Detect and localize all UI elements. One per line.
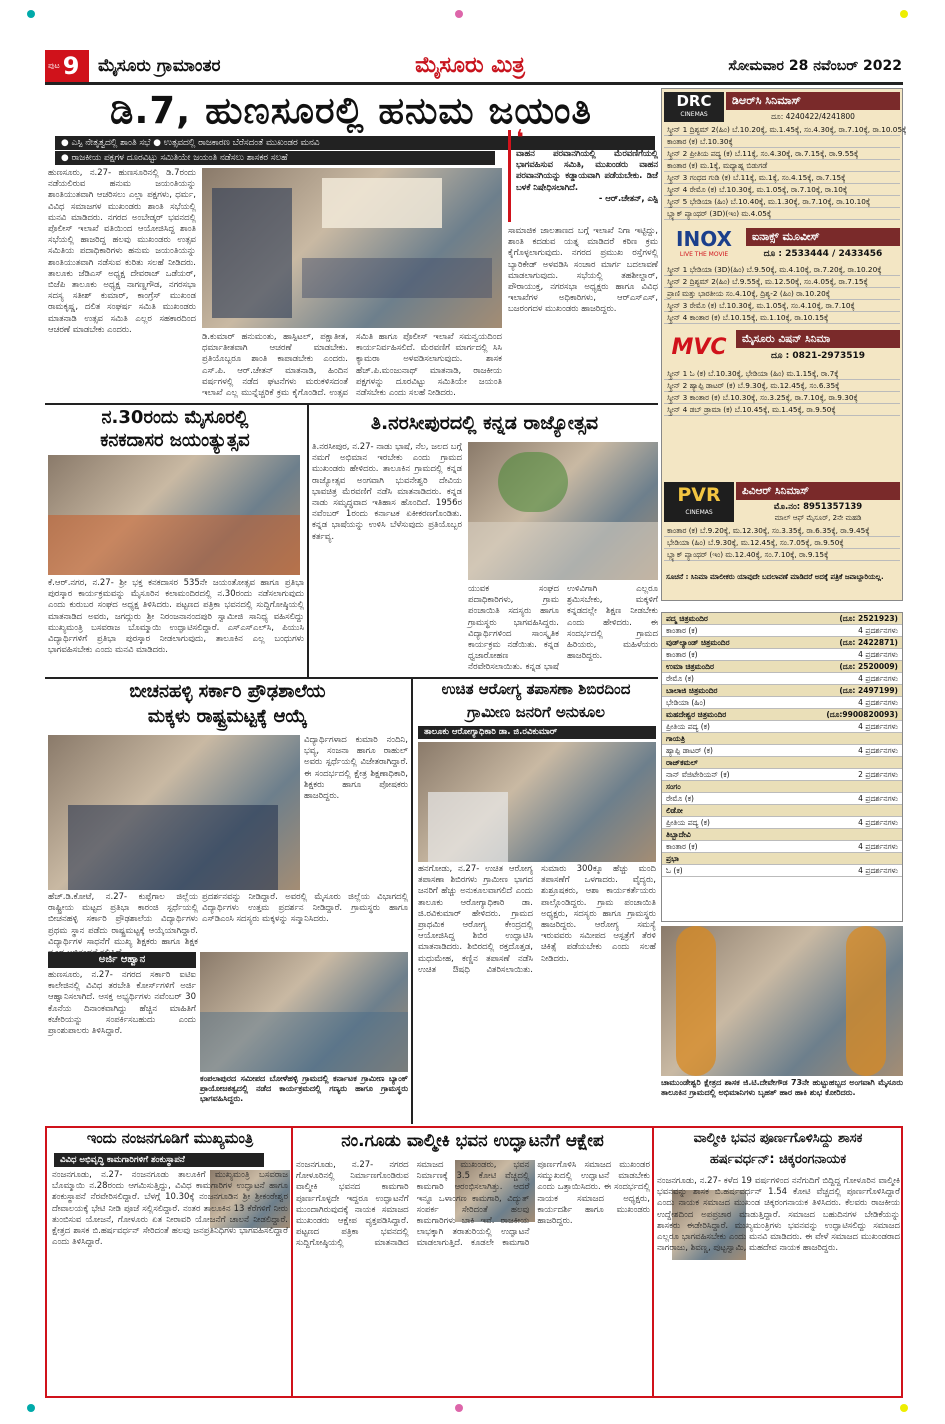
theatre-phone: (ದೂ:9900820093) xyxy=(826,710,898,719)
theatre-name-row xyxy=(662,829,902,841)
beechana-headline-2: ಮಕ್ಕಳು ರಾಷ್ಟ್ರಮಟ್ಟಕ್ಕೆ ಆಯ್ಕೆ xyxy=(147,706,308,727)
valmiki-mla-body: ನಂಜನಗೂಡು, ನ.27- ಕಳೆದ 19 ವರ್ಷಗಳಿಂದ ನನೆಗುದಿಗೆ ಬಿದ್ದಿದ್ದ ಗೋಳೂರಿನ ವಾಲ್ಮೀಕಿ ಭವನವನ್ನು ಶಾಸಕ ಬಿ.ಹರ್ಷವರ್ಧನ್ 1.54 ಕೋಟಿ ವೆಚ್ಚದಲ್ಲಿ ಪೂರ್ಣಗೊಳಿಸಿದ್ದಾರೆ ಎಂದು ನಾಯಕ ಸಮಾಜದ ಮುಖಂಡ ಚಿಕ್ಕರಂಗನಾಯಕ ತಿಳಿಸಿದರು. ಕೆಲವರು ರಾಜಕೀಯ ಉದ್ದೇಶದಿಂದ ಅಪಪ್ರಚಾರ ಮಾಡುತ್ತಿದ್ದಾರೆ. ಸಮಾಜದ ಬಹುದಿನಗಳ ಬೇಡಿಕೆಯನ್ನು ಶಾಸಕರು ಈಡೇರಿಸಿದ್ದಾರೆ. ಮುಖ್ಯಮಂತ್ರಿಗಳು ಭವನವನ್ನು ಉದ್ಘಾಟಿಸಲಿದ್ದು ಸಮಾಜದ ಎಲ್ಲರೂ ಭಾಗವಹಿಸಬೇಕು ಎಂದು ಮನವಿ ಮಾಡಿದರು. ಈ ವೇಳೆ ಸಮಾಜದ ಮುಖಂಡರಾದ ನಾಗರಾಜು, ಶಿವಣ್ಣ, ಪುಟ್ಟಸ್ವಾಮಿ, ಮಹದೇವ ನಾಯಕ ಹಾಜರಿದ್ದರು. xyxy=(657,1176,900,1254)
showtime-row: ಸ್ಕ್ರೀನ್ 5 ಭೇಡಿಯಾ (ಹಿಂ) ಬೆ.10.40ಕ್ಕೆ, ಮ.1.30ಕ್ಕೆ, ರಾ.7.10ಕ್ಕೆ, ರಾ.10.10ಕ್ಕೆ xyxy=(664,196,900,208)
theatre-shows: 4 ಪ್ರದರ್ಶನಗಳು xyxy=(858,626,898,635)
theatre-shows: 4 ಪ್ರದರ್ಶನಗಳು xyxy=(858,818,898,827)
inox-logo xyxy=(664,228,744,262)
tnp-body-1: ತಿ.ನರಸೀಪುರ, ನ.27- ನಾಡು ಭಾಷೆ, ನೆಲ, ಜಲದ ಬಗ್ಗೆ ನಮಗೆ ಅಭಿಮಾನ ಇರಬೇಕು ಎಂದು ಗ್ರಾಮದ ಮುಖಂಡರು ಹೇಳಿದರು. ತಾಲೂಕಿನ ಗ್ರಾಮದಲ್ಲಿ ಕನ್ನಡ ರಾಜ್ಯೋತ್ಸವ ಅಂಗವಾಗಿ ಭುವನೇಶ್ವರಿ ದೇವಿಯ ಭಾವಚಿತ್ರ ಮೆರವಣಿಗೆ ನಡೆಸಿ ಮಾತನಾಡಿದರು. ಕನ್ನಡ ನಾಡು ಸಮೃದ್ಧವಾದ ಇತಿಹಾಸ ಹೊಂದಿದೆ. 1956ರ ನವೆಂಬರ್ 1ರಂದು ಕರ್ನಾಟಕ ಏಕೀಕರಣಗೊಂಡಿತು. ಕನ್ನಡ ಭಾಷೆಯನ್ನು ಉಳಿಸಿ ಬೆಳೆಸುವುದು ಪ್ರತಿಯೊಬ್ಬರ ಕರ್ತವ್ಯ. xyxy=(312,442,462,542)
group-photo xyxy=(200,952,408,1072)
valmiki-mla-headline-1: ವಾಲ್ಮೀಕಿ ಭವನ ಪೂರ್ಣಗೊಳಿಸಿದ್ದು ಶಾಸಕ xyxy=(693,1131,863,1146)
theatre-name: ಪ್ರಭಾ xyxy=(666,854,679,863)
theatre-shows: 4 ಪ್ರದರ್ಶನಗಳು xyxy=(858,674,898,683)
theatre-name: ಪದ್ಮ ಚಿತ್ರಮಂದಿರ xyxy=(666,614,708,623)
lead-bullets-1: ● ಎಸ್ಪಿ ನೇತೃತ್ವದಲ್ಲಿ ಶಾಂತಿ ಸಭೆ ● ಉತ್ಸವದಲ್ಲಿ ರಾಜಕಾರಣ ಬೆರೆಸದಂತೆ ಮುಖಂಡರ ಮನವಿ xyxy=(55,136,655,150)
showtime-row: ಸ್ಕ್ರೀನ್ 4 ರೇಮೊ (ಕ) ಬೆ.10.30ಕ್ಕೆ, ಮ.1.05ಕ್ಕೆ, ರಾ.7.10ಕ್ಕೆ, ರಾ.10ಕ್ಕೆ xyxy=(664,184,900,196)
cm-headline: ಇಂದು ನಂಜನಗೂಡಿಗೆ ಮುಖ್ಯಮಂತ್ರಿ xyxy=(86,1131,254,1147)
theatre-shows: 4 ಪ್ರದರ್ಶನಗಳು xyxy=(858,746,898,755)
inox-name: ಐನಾಕ್ಸ್ ಮೂವೀಸ್ xyxy=(746,228,900,246)
inox-showtimes xyxy=(664,264,900,326)
theatre-name-row xyxy=(662,757,902,769)
theatre-film: ಪ್ರೀತಿಯ ಪದ್ಯ (ಕ) xyxy=(666,722,710,731)
theatre-shows: 4 ಪ್ರದರ್ಶನಗಳು xyxy=(858,650,898,659)
theatre-name-row xyxy=(662,685,902,697)
page-number-box xyxy=(45,50,89,82)
lead-headline: ಡಿ.7, ಹುಣಸೂರಲ್ಲಿ ಹನುಮ ಜಯಂತಿ xyxy=(110,89,592,132)
beechana-body-2: ಪ್ರದರ್ಶನವನ್ನು ನೀಡಿದ್ದಾರೆ. ಅವರಲ್ಲಿ ಮೈಸೂರು ಜಿಲ್ಲೆಯ ವಿಭಾಗದಲ್ಲಿ ವಿದ್ಯಾರ್ಥಿಗಳು ಉತ್ತಮ ಪ್ರದರ್ಶನ ನೀಡಿದ್ದಾರೆ. ಗ್ರಾಮಸ್ಥರು ಹಾಗೂ ಎಸ್‌ಡಿಎಂಸಿ ಸದಸ್ಯರು ಮಕ್ಕಳನ್ನು ಸನ್ಮಾನಿಸಿದರು. xyxy=(202,892,408,925)
health-body xyxy=(418,864,656,1122)
showtime-row: ಭೇಡಿಯಾ (ಹಿಂ) ಬೆ.9.30ಕ್ಕೆ, ಮ.12.45ಕ್ಕೆ, ಸಂ.7.05ಕ್ಕೆ, ರಾ.9.50ಕ್ಕೆ xyxy=(664,537,900,549)
valmiki-objection-body: ನಂಜನಗೂಡು, ನ.27- ನಗರದ ಗೋಳೂರಿನಲ್ಲಿ ನಿರ್ಮಾಣಗೊಂಡಿರುವ ವಾಲ್ಮೀಕಿ ಭವನದ ಕಾಮಗಾರಿ ಪೂರ್ಣಗೊಳ್ಳದೇ ಇದ್ದರೂ ಉದ್ಘಾಟನೆಗೆ ಮುಂದಾಗಿರುವುದಕ್ಕೆ ನಾಯಕ ಸಮಾಜದ ಮುಖಂಡರು ಆಕ್ಷೇಪ ವ್ಯಕ್ತಪಡಿಸಿದ್ದಾರೆ. ಪಟ್ಟಣದ ಪತ್ರಿಕಾ ಭವನದಲ್ಲಿ ಸುದ್ದಿಗೋಷ್ಠಿಯಲ್ಲಿ ಮಾತನಾಡಿದ ಸಮಾಜದ ಮುಖಂಡರು, ಭವನ ನಿರ್ಮಾಣಕ್ಕೆ 3.5 ಕೋಟಿ ವೆಚ್ಚದಲ್ಲಿ ಕಾಮಗಾರಿ ಆರಂಭಿಸಲಾಗಿತ್ತು. ಆದರೆ ಇನ್ನೂ ಒಳಾಂಗಣ ಕಾಮಗಾರಿ, ವಿದ್ಯುತ್ ಸಂಪರ್ಕ ಸೇರಿದಂತೆ ಹಲವು ಕಾಮಗಾರಿಗಳು ಬಾಕಿ ಇವೆ. ರಾಜಕೀಯ ಲಾಭಕ್ಕಾಗಿ ತರಾತುರಿಯಲ್ಲಿ ಉದ್ಘಾಟನೆ ಮಾಡಲಾಗುತ್ತಿದೆ. ಕೂಡಲೇ ಕಾಮಗಾರಿ ಪೂರ್ಣಗೊಳಿಸಿ ಸಮಾಜದ ಮುಖಂಡರ ಸಮ್ಮುಖದಲ್ಲಿ ಉದ್ಘಾಟನೆ ಮಾಡಬೇಕು ಎಂದು ಒತ್ತಾಯಿಸಿದರು. ಈ ಸಂದರ್ಭದಲ್ಲಿ ನಾಯಕ ಸಮಾಜದ ಅಧ್ಯಕ್ಷರು, ಕಾರ್ಯದರ್ಶಿ ಹಾಗೂ ಮುಖಂಡರು ಹಾಜರಿದ್ದರು. xyxy=(296,1160,650,1249)
column-rule xyxy=(307,405,309,677)
theatre-film: ರೇಮೊ (ಕ) xyxy=(666,674,694,683)
mvc-phone: ದೂ : 0821-2973519 xyxy=(770,351,866,361)
showtime-row: ಬ್ಲ್ಯಾಕ್ ಪ್ಯಾಂಥರ್ (3D)(ಇಂ) ಮ.4.05ಕ್ಕೆ xyxy=(664,208,900,220)
theatre-name: ಉಮಾ ಚಿತ್ರಮಂದಿರ xyxy=(666,662,714,671)
theatre-phone: (ದೂ: 2422871) xyxy=(839,638,898,647)
page-label: ಪುಟ xyxy=(48,61,60,70)
theatre-film: ಭೇಡಿಯಾ (ಹಿಂ) xyxy=(666,698,706,707)
theatre-shows: 4 ಪ್ರದರ್ಶನಗಳು xyxy=(858,842,898,851)
column-rule xyxy=(291,1128,293,1396)
theatre-film-row xyxy=(662,697,902,709)
theatre-shows: 2 ಪ್ರದರ್ಶನಗಳು xyxy=(858,770,898,779)
theatre-film-row xyxy=(662,721,902,733)
kanaka-headline-2: ಕನಕದಾಸರ ಜಯಂತ್ಯುತ್ಸವ xyxy=(100,430,250,451)
column-rule xyxy=(652,1128,654,1396)
theatre-film-row xyxy=(662,745,902,757)
beechana-body-1: ಹೆಚ್.ಡಿ.ಕೋಟೆ, ನ.27- ಕುಪ್ಪೆಗಾಲ ಜಿಲ್ಲೆಯ ರಾಷ್ಟ್ರೀಯ ಮಟ್ಟದ ಪ್ರತಿಭಾ ಕಾರಂಜಿ ಸ್ಪರ್ಧೆಯಲ್ಲಿ ಬೀಚನಹಳ್ಳಿ ಸರ್ಕಾರಿ ಪ್ರೌಢಶಾಲೆಯ ವಿದ್ಯಾರ್ಥಿಗಳು ಪ್ರಥಮ ಸ್ಥಾನ ಪಡೆದು ರಾಷ್ಟ್ರಮಟ್ಟಕ್ಕೆ ಆಯ್ಕೆಯಾಗಿದ್ದಾರೆ. ವಿದ್ಯಾರ್ಥಿಗಳ ಸಾಧನೆಗೆ ಮುಖ್ಯ ಶಿಕ್ಷಕರು ಹಾಗೂ ಶಿಕ್ಷಕ xyxy=(48,892,198,947)
theatre-name-row xyxy=(662,613,902,625)
showtime-row: ಸ್ಕ್ರೀನ್ 1 ದ್ರಿಶ್ಯಮ್ 2(ಹಿಂ) ಬೆ.10.20ಕ್ಕೆ, ಮ.1.45ಕ್ಕೆ, ಸಂ.4.30ಕ್ಕೆ, ರಾ.7.10ಕ್ಕೆ, ರಾ.10.05ಕ್ಕೆ xyxy=(664,124,900,136)
lead-quote: ವಾಹನ ಪರವಾನಗಿಯಲ್ಲಿ ಮೆರವಣಿಗೆಯಲ್ಲಿ ಭಾಗವಹಿಸುವ ಸಮಿತಿ, ಮುಖಂಡರು ವಾಹನ ಪರವಾನಗಿಯನ್ನು ಕಡ್ಡಾಯವಾಗಿ ಪಡೆಯಬೇಕು. ಡಿಜೆ ಬಳಕೆ ನಿಷೇಧಿಸಲಾಗಿದೆ. xyxy=(516,148,658,192)
beechana-body-3: ವಿದ್ಯಾರ್ಥಿಗಳಾದ ಕುಮಾರಿ ನಂದಿನಿ, ಭವ್ಯ, ಸಂಜನಾ ಹಾಗೂ ರಾಹುಲ್ ಅವರು ಸ್ಪರ್ಧೆಯಲ್ಲಿ ವಿಜೇತರಾಗಿದ್ದಾರೆ. ಈ ಸಂದರ್ಭದಲ್ಲಿ ಕ್ಷೇತ್ರ ಶಿಕ್ಷಣಾಧಿಕಾರಿ, ಶಿಕ್ಷಕರು ಹಾಗೂ ಪೋಷಕರು ಹಾಜರಿದ್ದರು. xyxy=(304,735,408,802)
lead-body-col3: ಸಾಮಾಜಿಕ ಜಾಲತಾಣದ ಬಗ್ಗೆ ಇಲಾಖೆ ನಿಗಾ ಇಟ್ಟಿದ್ದು, ಶಾಂತಿ ಕದಡುವ ಯತ್ನ ಮಾಡಿದರೆ ಕಠಿಣ ಕ್ರಮ ಕೈಗೊಳ್ಳಲಾಗುವುದು. ನಗರದ ಪ್ರಮುಖ ರಸ್ತೆಗಳಲ್ಲಿ ಬ್ಯಾರಿಕೇಡ್ ಅಳವಡಿಸಿ ಸಂಚಾರ ಮಾರ್ಗ ಬದಲಾವಣೆ ಮಾಡಲಾಗುವುದು. ಸಭೆಯಲ್ಲಿ ತಹಶೀಲ್ದಾರ್, ಪೌರಾಯುಕ್ತ, ನಗರಸಭಾ ಅಧ್ಯಕ್ಷರು ಹಾಗೂ ವಿವಿಧ ಇಲಾಖೆಗಳ ಅಧಿಕಾರಿಗಳು, ಆರ್‌ಎಸ್‌ಎಸ್, ಬಜರಂಗದಳ ಮುಖಂಡರು ಹಾಜರಿದ್ದರು. xyxy=(508,226,658,315)
theatre-film-row xyxy=(662,769,902,781)
lead-body-col2: ಡಿ.ಕುಮಾರ್ ಹನುಮಂತು, ಹಾಸ್ಪಿಟಲ್, ಪಕ್ಷಾತೀತ, ಧರ್ಮಾತೀತವಾಗಿ ಆಚರಣೆ ಮಾಡಬೇಕು. ಪ್ರತಿಯೊಬ್ಬರೂ ಶಾಂತಿ ಕಾಪಾಡಬೇಕು ಎಂದರು. ಎಸ್.ಪಿ. ಆರ್.ಚೇತನ್ ಮಾತನಾಡಿ, ಹಿಂದಿನ ವರ್ಷಗಳಲ್ಲಿ ನಡೆದ ಘಟನೆಗಳು ಮರುಕಳಿಸದಂತೆ ಇಲಾಖೆ ಎಲ್ಲ ಮುನ್ನೆಚ್ಚರಿಕೆ ಕ್ರಮ ಕೈಗೊಂಡಿದೆ. ಉತ್ಸವ ಸಮಿತಿ ಹಾಗೂ ಪೊಲೀಸ್ ಇಲಾಖೆ ಸಮನ್ವಯದಿಂದ ಕಾರ್ಯನಿರ್ವಹಿಸಲಿದೆ. ಮೆರವಣಿಗೆ ಮಾರ್ಗದಲ್ಲಿ ಸಿಸಿ ಕ್ಯಾಮರಾ ಅಳವಡಿಸಲಾಗುವುದು. ಶಾಸಕ ಹೆಚ್.ಪಿ.ಮಂಜುನಾಥ್ ಮಾತನಾಡಿ, ರಾಜಕೀಯ ಪಕ್ಷಗಳನ್ನು ದೂರವಿಟ್ಟು ಸಮಿತಿಯೇ ಜಯಂತಿ ನಡೆಸಬೇಕು ಎಂದು ಸಲಹೆ ನೀಡಿದರು. xyxy=(202,332,502,399)
quote-mark-icon: ❛ xyxy=(516,126,524,151)
theatre-film: ನಾನ್ ವೆಜಿಟೇರಿಯನ್ (ಕ) xyxy=(666,770,730,779)
theatre-film-row xyxy=(662,817,902,829)
arji-body: ಹುಣಸೂರು, ನ.27- ನಗರದ ಸರ್ಕಾರಿ ಐಟಿಐ ಕಾಲೇಜಿನಲ್ಲಿ ವಿವಿಧ ತರಬೇತಿ ಕೋರ್ಸ್‌ಗಳಿಗೆ ಅರ್ಜಿ ಆಹ್ವಾನಿಸಲಾಗಿದೆ. ಆಸಕ್ತ ಅಭ್ಯರ್ಥಿಗಳು ನವೆಂಬರ್ 30 ಕೊನೆಯ ದಿನಾಂಕವಾಗಿದ್ದು ಹೆಚ್ಚಿನ ಮಾಹಿತಿಗೆ ಕಚೇರಿಯನ್ನು ಸಂಪರ್ಕಿಸಬಹುದು ಎಂದು ಪ್ರಾಂಶುಪಾಲರು ತಿಳಿಸಿದ್ದಾರೆ. xyxy=(48,970,196,1037)
showtime-row: ಸ್ಕ್ರೀನ್ 2 ಹ್ಯಾಪ್ಪಿ ಡಾಟರ್ (ಕ) ಬೆ.9.30ಕ್ಕೆ, ಮ.12.45ಕ್ಕೆ, ಸಂ.6.35ಕ್ಕೆ xyxy=(664,380,900,392)
theatre-name: ತಿಬ್ಬಾದೇವಿ xyxy=(666,830,691,839)
page-number: 9 xyxy=(62,52,80,80)
lead-bullets-2: ● ರಾಜಕೀಯ ಪಕ್ಷಗಳ ದೂರವಿಟ್ಟು ಸಮಿತಿಯೇ ಜಯಂತಿ ನಡೆಸಲು ಶಾಸಕರ ಸಲಹೆ xyxy=(55,151,495,165)
pvr-phone: ಮೊ.ನಂ: 8951357139 xyxy=(773,502,863,512)
theatre-shows: 4 ಪ್ರದರ್ಶನಗಳು xyxy=(858,722,898,731)
theatre-shows: 4 ಪ್ರದರ್ಶನಗಳು xyxy=(858,698,898,707)
theatre-film: ರೇಮೊ (ಕ) xyxy=(666,794,694,803)
registration-mark xyxy=(900,10,908,18)
theatre-name-row xyxy=(662,733,902,745)
issue-date: ಸೋಮವಾರ 28 ನವೆಂಬರ್ 2022 xyxy=(728,58,902,74)
lead-body-col1: ಹುಣಸೂರು, ನ.27- ಹುಣಸೂರಿನಲ್ಲಿ ಡಿ.7ರಂದು ನಡೆಯಲಿರುವ ಹನುಮ ಜಯಂತಿಯನ್ನು ಶಾಂತಿಯುತವಾಗಿ ಆಚರಿಸಲು ಎಲ್ಲಾ ಪಕ್ಷಗಳು, ಧರ್ಮ, ವಿವಿಧ ಸಮಾಜಗಳ ಮುಖಂಡರು ಶಾಂತಿ ಸಭೆಯಲ್ಲಿ ಮನವಿ ಮಾಡಿದರು. ನಗರದ ಅಂಬೇಡ್ಕರ್ ಭವನದಲ್ಲಿ ಪೊಲೀಸ್ ಇಲಾಖೆ ವತಿಯಿಂದ ಆಯೋಜಿಸಿದ್ದ ಶಾಂತಿ ಸಭೆಯಲ್ಲಿ ಹಾಜರಿದ್ದ ಹಲವು ಮುಖಂಡರು ಉತ್ಸವ ಸಮಿತಿಯ ಪದಾಧಿಕಾರಿಗಳು ಹನುಮ ಜಯಂತಿಯನ್ನು ಶಾಂತಿಯುತವಾಗಿ ನಡೆಸುವ ಕುರಿತು ಸಲಹೆ ನೀಡಿದರು. ತಾಲೂಕು ಜೆಡಿಎಸ್ ಅಧ್ಯಕ್ಷ ದೇವರಾಜ್ ಒಡೆಯರ್, ಬಿಜೆಪಿ ತಾಲೂಕು ಅಧ್ಯಕ್ಷ ನಾಗಣ್ಣಗೌಡ, ನಗರಸಭಾ ಸದಸ್ಯ ಸತೀಶ್ ಕುಮಾರ್, ಕಾಂಗ್ರೆಸ್ ಮುಖಂಡ ರಾಮಕೃಷ್ಣ, ದಲಿತ ಸಂಘರ್ಷ ಸಮಿತಿ ಮುಖಂಡರು ಮಾತನಾಡಿ ಉತ್ಸವ ಸಮಿತಿ ಎಲ್ಲರ ಸಹಕಾರದಿಂದ ಆಚರಣೆ ಮಾಡಬೇಕು ಎಂದರು. xyxy=(48,168,196,335)
theatre-shows: 4 ಪ್ರದರ್ಶನಗಳು xyxy=(858,794,898,803)
showtime-row: ಸ್ಕ್ರೀನ್ 4 ಡಬ್ ಡ್ರಾಮಾ (ಕ) ಬೆ.10.45ಕ್ಕೆ, ಮ.1.45ಕ್ಕೆ, ರಾ.9.50ಕ್ಕೆ xyxy=(664,404,900,416)
beechana-headline-1: ಬೀಚನಹಳ್ಳಿ ಸರ್ಕಾರಿ ಪ್ರೌಢಶಾಲೆಯ xyxy=(129,681,326,702)
theatre-name-row xyxy=(662,709,902,721)
showtime-row: ಸ್ಕ್ರೀನ್ 3 ಕಾಂತಾರ (ಕ) ಬೆ.10.30ಕ್ಕೆ, ಸಂ.3.25ಕ್ಕೆ, ರಾ.7.10ಕ್ಕೆ, ರಾ.9.30ಕ್ಕೆ xyxy=(664,392,900,404)
inox-logo-sub: LIVE THE MOVIE xyxy=(679,251,729,258)
theatre-name: ಸಂಗಂ xyxy=(666,782,681,791)
theatre-phone: (ದೂ: 2520009) xyxy=(839,662,898,671)
theatre-phone: (ದೂ: 2497199) xyxy=(839,686,898,695)
health-body-text: ಹನಗೋಡು, ನ.27- ಉಚಿತ ಆರೋಗ್ಯ ತಪಾಸಣಾ ಶಿಬಿರಗಳು ಗ್ರಾಮೀಣ ಭಾಗದ ಜನರಿಗೆ ಹೆಚ್ಚು ಅನುಕೂಲವಾಗಲಿದೆ ಎಂದು ತಾಲೂಕು ಆರೋಗ್ಯಾಧಿಕಾರಿ ಡಾ. ಜಿ.ರವಿಕುಮಾರ್ ಹೇಳಿದರು. ಗ್ರಾಮದ ಪ್ರಾಥಮಿಕ ಆರೋಗ್ಯ ಕೇಂದ್ರದಲ್ಲಿ ಆಯೋಜಿಸಿದ್ದ ಶಿಬಿರ ಉದ್ಘಾಟಿಸಿ ಮಾತನಾಡಿದರು. ಶಿಬಿರದಲ್ಲಿ ರಕ್ತದೊತ್ತಡ, ಮಧುಮೇಹ, ಕಣ್ಣಿನ ತಪಾಸಣೆ ನಡೆಸಿ ಉಚಿತ ಔಷಧಿ ವಿತರಿಸಲಾಯಿತು. ಸುಮಾರು 300ಕ್ಕೂ ಹೆಚ್ಚು ಮಂದಿ ತಪಾಸಣೆಗೆ ಒಳಗಾದರು. ವೈದ್ಯರು, ಶುಶ್ರೂಷಕರು, ಆಶಾ ಕಾರ್ಯಕರ್ತೆಯರು ಪಾಲ್ಗೊಂಡಿದ್ದರು. ಗ್ರಾಮ ಪಂಚಾಯಿತಿ ಅಧ್ಯಕ್ಷರು, ಸದಸ್ಯರು ಹಾಗೂ ಗ್ರಾಮಸ್ಥರು ಹಾಜರಿದ್ದರು. ಆರೋಗ್ಯ ಸಮಸ್ಯೆ ಇರುವವರು ಸಮೀಪದ ಆಸ್ಪತ್ರೆಗೆ ತೆರಳಿ ಚಿಕಿತ್ಸೆ ಪಡೆಯಬೇಕು ಎಂದು ಸಲಹೆ ನೀಡಿದರು. xyxy=(418,864,656,975)
lead-quote-author: - ಆರ್.ಚೇತನ್, ಎಸ್ಪಿ xyxy=(598,192,658,203)
section-rule xyxy=(45,677,658,679)
theatre-film: ಕಾಂತಾರ (ಕ) xyxy=(666,650,698,659)
showtime-row: ಸ್ಕ್ರೀನ್ 2 ದ್ರಿಶ್ಯಮ್ 2(ಹಿಂ) ಬೆ.9.55ಕ್ಕೆ, ಮ.12.50ಕ್ಕೆ, ಸಂ.4.05ಕ್ಕೆ, ರಾ.7.15ಕ್ಕೆ xyxy=(664,276,900,288)
theatre-film: ಓ (ಕ) xyxy=(666,866,683,875)
drc-logo-text: DRC xyxy=(676,92,712,110)
theatre-name: ಮಹದೇಶ್ವರ ಚಿತ್ರಮಂದಿರ xyxy=(666,710,727,719)
showtime-row: ಸ್ಕ್ರೀನ್ 3 ಗಂಧದ ಗುಡಿ (ಕ) ಬೆ.11ಕ್ಕೆ, ಮ.1ಕ್ಕೆ, ಸಂ.4.15ಕ್ಕೆ, ರಾ.7.15ಕ್ಕೆ xyxy=(664,172,900,184)
header-rule xyxy=(45,82,903,85)
pvr-showtimes xyxy=(664,525,900,569)
registration-mark xyxy=(27,1404,35,1412)
theatre-name-row xyxy=(662,781,902,793)
kanaka-body: ಕೆ.ಆರ್.ನಗರ, ನ.27- ಶ್ರೀ ಭಕ್ತ ಕನಕದಾಸರ 535ನೇ ಜಯಂತೋತ್ಸವ ಹಾಗೂ ಪ್ರತಿಭಾ ಪುರಸ್ಕಾರ ಕಾರ್ಯಕ್ರಮವನ್ನು ಮೈಸೂರಿನ ಕಲಾಮಂದಿರದಲ್ಲಿ ನ.30ರಂದು ನಡೆಸಲಾಗುವುದು ಎಂದು ಕುರುಬರ ಸಂಘದ ಅಧ್ಯಕ್ಷ ತಿಳಿಸಿದರು. ಪಟ್ಟಣದ ಪತ್ರಿಕಾ ಭವನದಲ್ಲಿ ಸುದ್ದಿಗೋಷ್ಠಿಯಲ್ಲಿ ಮಾತನಾಡಿದ ಅವರು, ಜಗದ್ಗುರು ಶ್ರೀ ನಿರಂಜನಾನಂದಪುರಿ ಸ್ವಾಮೀಜಿ ಸಾನಿಧ್ಯ ವಹಿಸಲಿದ್ದು ಮುಖ್ಯಮಂತ್ರಿ ಬಸವರಾಜ ಬೊಮ್ಮಾಯಿ ಉದ್ಘಾಟಿಸಲಿದ್ದಾರೆ. ಎಸ್‌ಎಸ್‌ಎಲ್‌ಸಿ, ಪಿಯುಸಿ ವಿದ್ಯಾರ್ಥಿಗಳಿಗೆ ಪ್ರತಿಭಾ ಪುರಸ್ಕಾರ ನೀಡಲಾಗುವುದು, ತಾಲೂಕಿನ ಎಲ್ಲ ಬಂಧುಗಳು ಭಾಗವಹಿಸಬೇಕು ಎಂದು ಮನವಿ ಮಾಡಿದರು. xyxy=(48,578,304,656)
theatre-name-row xyxy=(662,661,902,673)
pvr-logo xyxy=(664,482,734,522)
pvr-name: ಪಿವಿಆರ್ ಸಿನಿಮಾಸ್ xyxy=(736,482,900,500)
section-rule xyxy=(45,403,658,405)
pvr-logo-sub: CINEMAS xyxy=(685,509,713,516)
mvc-logo: MVC xyxy=(671,335,727,360)
health-headline-2: ಗ್ರಾಮೀಣ ಜನರಿಗೆ ಅನುಕೂಲ xyxy=(467,703,605,721)
theatre-film: ಪ್ರೀತಿಯ ಪದ್ಯ (ಕ) xyxy=(666,818,710,827)
health-photo xyxy=(418,742,656,862)
valmiki-objection-headline: ನಂ.ಗೂಡು ವಾಲ್ಮೀಕಿ ಭವನ ಉದ್ಘಾಟನೆಗೆ ಆಕ್ಷೇಪ xyxy=(341,1131,604,1151)
cm-strap: ವಿವಿಧ ಅಭಿವೃದ್ಧಿ ಕಾಮಗಾರಿಗಳಿಗೆ ಶಂಕುಸ್ಥಾಪನೆ xyxy=(54,1153,264,1167)
theatre-film: ಹ್ಯಾಪ್ಪಿ ಡಾಟರ್ (ಕ) xyxy=(666,746,713,755)
pvr-note: ಸೂಚನೆ : ಸಿನಿಮಾ ಮಾಲೀಕರು ಯಾವುದೇ ಬದಲಾವಣೆ ಮಾಡಿದರೆ ಅದಕ್ಕೆ ಪತ್ರಿಕೆ ಜವಾಬ್ದಾರಿಯಲ್ಲ. xyxy=(666,573,884,581)
theatre-film: ಕಾಂತಾರ (ಕ) xyxy=(666,842,698,851)
drc-name: ಡಿಆರ್‌ಸಿ ಸಿನಿಮಾಸ್ xyxy=(726,92,900,110)
theatre-film-row xyxy=(662,865,902,877)
mvc-name: ಮೈಸೂರು ವಿಷನ್ ಸಿನಿಮಾ xyxy=(736,330,900,348)
theatre-name: ಗಾಯತ್ರಿ xyxy=(666,734,686,743)
lead-photo xyxy=(202,168,502,328)
theatre-name: ಬಾಲಾಜಿ ಚಿತ್ರಮಂದಿರ xyxy=(666,686,718,695)
valmiki-mla-headline-2: ಹರ್ಷವರ್ಧನ್: ಚಿಕ್ಕರಂಗನಾಯಕ xyxy=(709,1152,847,1167)
theatre-film: ಕಾಂತಾರ (ಕ) xyxy=(666,626,698,635)
masthead: ಮೈಸೂರು ಮಿತ್ರ xyxy=(415,52,525,78)
mvc-showtimes xyxy=(664,368,900,476)
inox-phone: ದೂ : 2533444 / 2433456 xyxy=(763,249,883,259)
theatre-name: ವುಡ್‌ಲ್ಯಾಂಡ್ ಚಿತ್ರಮಂದಿರ xyxy=(666,638,730,647)
arji-heading: ಅರ್ಜಿ ಆಹ್ವಾನ xyxy=(48,952,196,968)
health-strap: ತಾಲೂಕು ಆರೋಗ್ಯಾಧಿಕಾರಿ ಡಾ. ಜಿ.ರವಿಕುಮಾರ್ xyxy=(418,726,656,739)
pvr-logo-text: PVR xyxy=(677,484,721,506)
beechana-photo xyxy=(48,735,300,890)
column-rule xyxy=(411,679,413,1124)
theatre-name-row xyxy=(662,853,902,865)
kanaka-headline-1: ನ.30ರಂದು ಮೈಸೂರಲ್ಲಿ xyxy=(101,407,249,428)
drc-logo xyxy=(664,92,724,122)
showtime-row: ಬ್ಲ್ಯಾಕ್ ಪ್ಯಾಂಥರ್ (ಇಂ) ಮ.12.40ಕ್ಕೆ, ಸಂ.7.10ಕ್ಕೆ, ರಾ.9.15ಕ್ಕೆ xyxy=(664,549,900,561)
theatre-name-row xyxy=(662,637,902,649)
theatre-list xyxy=(661,612,903,922)
registration-mark xyxy=(455,1404,463,1412)
showtime-row: ಸ್ಕ್ರೀನ್ 2 ಪ್ರೀತಿಯ ಪದ್ಯ (ಕ) ಬೆ.11ಕ್ಕೆ, ಸಂ.4.30ಕ್ಕೆ, ರಾ.7.15ಕ್ಕೆ, ರಾ.9.55ಕ್ಕೆ xyxy=(664,148,900,160)
kanaka-photo xyxy=(48,455,300,575)
tnp-photo xyxy=(468,442,658,580)
drc-showtimes xyxy=(664,124,907,224)
group-caption: ಕಂಪಲಾಪುರದ ಸಮೀಪದ ಬೋಳೆಹಳ್ಳಿ ಗ್ರಾಮದಲ್ಲಿ ಕರ್ನಾಟಕ ಗ್ರಾಮೀಣ ಬ್ಯಾಂಕ್ ಪ್ರಾಯೋಜಕತ್ವದಲ್ಲಿ ನಡೆದ ಕಾರ್ಯಕ್ರಮದಲ್ಲಿ ಗಣ್ಯರು ಹಾಗೂ ಗ್ರಾಮಸ್ಥರು ಭಾಗವಹಿಸಿದ್ದರು. xyxy=(200,1074,408,1103)
garland-photo xyxy=(661,926,903,1076)
health-headline-1: ಉಚಿತ ಆರೋಗ್ಯ ತಪಾಸಣಾ ಶಿಬಿರದಿಂದ xyxy=(441,680,631,698)
tnp-headline: ತಿ.ನರಸೀಪುರದಲ್ಲಿ ಕನ್ನಡ ರಾಜ್ಯೋತ್ಸವ xyxy=(370,412,599,434)
drc-phone: ದೂ: 4240422/4241800 xyxy=(771,112,855,121)
drc-logo-sub: CINEMAS xyxy=(680,111,708,118)
theatre-film-row xyxy=(662,625,902,637)
pvr-address: ಮಾಲ್ ಆಫ್ ಮೈಸೂರ್, 2ನೇ ಮಹಡಿ xyxy=(774,514,862,522)
theatre-name: ಲಿಡೋ xyxy=(666,806,683,815)
theatre-shows: 4 ಪ್ರದರ್ಶನಗಳು xyxy=(858,866,898,875)
lead-quote-box xyxy=(508,126,658,222)
theatre-name: ರಾಜ್‌ಕಮಲ್ xyxy=(666,758,698,767)
theatre-name-row xyxy=(662,805,902,817)
theatre-film-row xyxy=(662,793,902,805)
showtime-row: ಸ್ಕ್ರೀನ್ 1 ಓ (ಕ) ಬೆ.10.30ಕ್ಕೆ, ಭೇಡಿಯಾ (ಹಿಂ) ಮ.1.15ಕ್ಕೆ, ರಾ.7ಕ್ಕೆ xyxy=(664,368,900,380)
theatre-film-row xyxy=(662,841,902,853)
showtime-row: ಕಾಂತಾರ (ಕ) ಬೆ.10.30ಕ್ಕೆ xyxy=(664,136,900,148)
registration-mark xyxy=(455,10,463,18)
garland-caption: ಚಾಮುಂಡೇಶ್ವರಿ ಕ್ಷೇತ್ರದ ಶಾಸಕ ಜಿ.ಟಿ.ದೇವೇಗೌಡ 73ನೇ ಹುಟ್ಟುಹಬ್ಬದ ಅಂಗವಾಗಿ ಮೈಸೂರು ತಾಲೂಕಿನ ಗ್ರಾಮದಲ್ಲಿ ಅಭಿಮಾನಿಗಳು ಬೃಹತ್ ಹಾರ ಹಾಕಿ ಶುಭ ಕೋರಿದರು. xyxy=(661,1078,903,1098)
tnp-body-2: ಯುವಕ ಸಂಘದ ಪದಾಧಿಕಾರಿಗಳು, ಗ್ರಾಮ ಪಂಚಾಯಿತಿ ಸದಸ್ಯರು ಹಾಗೂ ಗ್ರಾಮಸ್ಥರು ಭಾಗವಹಿಸಿದ್ದರು. ವಿದ್ಯಾರ್ಥಿಗಳಿಂದ ಸಾಂಸ್ಕೃತಿಕ ಕಾರ್ಯಕ್ರಮ ನಡೆಯಿತು. ಕನ್ನಡ ಧ್ವಜಾರೋಹಣ ನೆರವೇರಿಸಲಾಯಿತು. ಕನ್ನಡ ಭಾಷೆ ಉಳಿವಿಗಾಗಿ ಎಲ್ಲರೂ ಶ್ರಮಿಸಬೇಕು, ಮಕ್ಕಳಿಗೆ ಕನ್ನಡದಲ್ಲೇ ಶಿಕ್ಷಣ ನೀಡಬೇಕು ಎಂದು ಹೇಳಿದರು. ಈ ಸಂದರ್ಭದಲ್ಲಿ ಗ್ರಾಮದ ಹಿರಿಯರು, ಮಹಿಳೆಯರು ಹಾಜರಿದ್ದರು. xyxy=(468,584,658,673)
theatre-phone: (ದೂ: 2521923) xyxy=(839,614,898,623)
showtime-row: ಪ್ರಾಣಿ ಮತ್ತು ಭಾರತೀಯ ಸಂ.4.10ಕ್ಕೆ, ದ್ರಿಶ್ಯ-2 (ಹಿಂ) ರಾ.10.20ಕ್ಕೆ xyxy=(664,288,900,300)
showtime-row: ಸ್ಕ್ರೀನ್ 3 ರೇಮೊ (ಕ) ಬೆ.10.30ಕ್ಕೆ, ಮ.1.05ಕ್ಕೆ, ಸಂ.4.10ಕ್ಕೆ, ರಾ.7.10ಕ್ಕೆ xyxy=(664,300,900,312)
showtime-row: ಸ್ಕ್ರೀನ್ 1 ಭೇಡಿಯಾ (3D)(ಹಿಂ) ಬೆ.9.50ಕ್ಕೆ, ಮ.4.10ಕ್ಕೆ, ರಾ.7.20ಕ್ಕೆ, ರಾ.10.20ಕ್ಕೆ xyxy=(664,264,900,276)
showtime-row: ಕಾಂತಾರ (ಕ) ಮ.1ಕ್ಕೆ, ಮಧ್ಯಾಹ್ನ ಬಿಡುಗಡೆ xyxy=(664,160,900,172)
registration-mark xyxy=(900,1404,908,1412)
showtime-row: ಕಾಂತಾರ (ಕ) ಬೆ.9.20ಕ್ಕೆ, ಮ.12.30ಕ್ಕೆ, ಸಂ.3.35ಕ್ಕೆ, ರಾ.6.35ಕ್ಕೆ, ರಾ.9.45ಕ್ಕೆ xyxy=(664,525,900,537)
theatre-film-row xyxy=(662,649,902,661)
theatre-film-row xyxy=(662,673,902,685)
section-title: ಮೈಸೂರು ಗ್ರಾಮಾಂತರ xyxy=(98,56,221,76)
inox-logo-text: INOX xyxy=(676,227,732,251)
showtime-row: ಸ್ಕ್ರೀನ್ 4 ಕಾಂತಾರ (ಕ) ಬೆ.10.15ಕ್ಕೆ, ಮ.1.10ಕ್ಕೆ, ರಾ.10.15ಕ್ಕೆ xyxy=(664,312,900,324)
registration-mark xyxy=(27,10,35,18)
cm-body: ನಂಜನಗೂಡು, ನ.27- ನಂಜನಗೂಡು ತಾಲೂಕಿಗೆ ಮುಖ್ಯಮಂತ್ರಿ ಬಸವರಾಜ ಬೊಮ್ಮಾಯಿ ನ.28ರಂದು ಆಗಮಿಸುತ್ತಿದ್ದು, ವಿವಿಧ ಕಾಮಗಾರಿಗಳ ಉದ್ಘಾಟನೆ ಹಾಗೂ ಶಂಕುಸ್ಥಾಪನೆ ನೆರವೇರಿಸಲಿದ್ದಾರೆ. ಬೆಳಗ್ಗೆ 10.30ಕ್ಕೆ ನಂಜನಗೂಡಿನ ಶ್ರೀ ಶ್ರೀಕಂಠೇಶ್ವರ ದೇವಾಲಯಕ್ಕೆ ಭೇಟಿ ನೀಡಿ ಪೂಜೆ ಸಲ್ಲಿಸಲಿದ್ದಾರೆ. ನಂತರ ತಾಲೂಕಿನ 13 ಕೆರೆಗಳಿಗೆ ನೀರು ತುಂಬಿಸುವ ಯೋಜನೆ, ಗೋಳೂರು ಏತ ನೀರಾವರಿ ಯೋಜನೆಗೆ ಚಾಲನೆ ನೀಡಲಿದ್ದಾರೆ. ಕ್ಷೇತ್ರದ ಶಾಸಕ ಬಿ.ಹರ್ಷವರ್ಧನ್ ಸೇರಿದಂತೆ ಹಲವು ಜನಪ್ರತಿನಿಧಿಗಳು ಭಾಗವಹಿಸಲಿದ್ದಾರೆ ಎಂದು ತಿಳಿಸಿದ್ದಾರೆ. xyxy=(52,1170,288,1248)
